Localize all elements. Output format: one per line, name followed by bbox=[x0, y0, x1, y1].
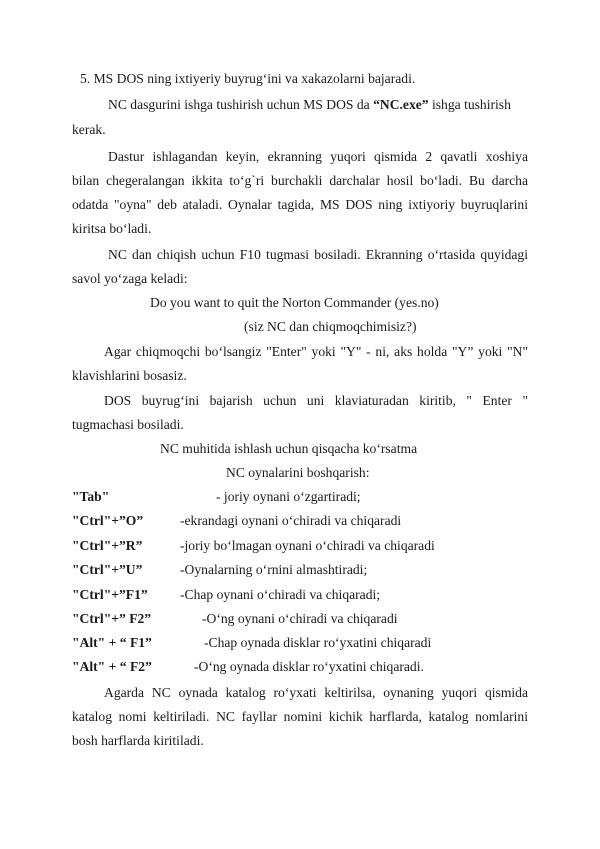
paragraph-line: savol yo‘zaga keladi: bbox=[72, 271, 188, 286]
paragraph-line: Agarda NC oynada katalog ro‘yxati keltirilsa, oynaning yuqori qismida bbox=[104, 685, 528, 700]
paragraph-nc-start bbox=[108, 96, 511, 114]
shortcut-desc: -Chap oynani o‘chiradi va chiqaradi; bbox=[180, 587, 381, 602]
quote-line: Do you want to quit the Norton Commander (yes.no) bbox=[150, 295, 439, 310]
paragraph-line: odatda "oyna" deb ataladi. Oynalar tagida, MS DOS ning ixtiyoriy buyruqlarini bbox=[72, 197, 528, 212]
paragraph-line: Agar chiqmoqchi bo‘lsangiz "Enter" yoki "Y" - ni, aks holda "Y” yoki "N" bbox=[104, 344, 528, 359]
quote-translation: (siz NC dan chiqmoqchimisiz?) bbox=[244, 319, 417, 334]
shortcut-desc: -ekrandagi oynani o‘chiradi va chiqaradi bbox=[180, 513, 402, 528]
shortcut-key: "Ctrl"+”U” bbox=[72, 562, 143, 577]
shortcut-desc: -O‘ng oynada disklar ro‘yxatini chiqaradi. bbox=[194, 659, 424, 674]
shortcut-key: "Ctrl"+”F1” bbox=[72, 587, 148, 602]
shortcut-desc: -Oynalarning o‘rnini almashtiradi; bbox=[180, 562, 368, 577]
text-segment: NC dasgurini ishga tushirish uchun MS DOS da bbox=[108, 97, 374, 112]
paragraph-item-5: 5. MS DOS ning ixtiyeriy buyrug‘ini va xakazolarni bajaradi. bbox=[80, 71, 416, 86]
paragraph-line: Dastur ishlagandan keyin, ekranning yuqori qismida 2 qavatli xoshiya bbox=[108, 149, 528, 164]
paragraph-line: bilan chegeralangan ikkita to‘g`ri burchakli darchalar hosil bo‘ladi. Bu darcha bbox=[72, 173, 528, 188]
bold-command: “NC.exe” bbox=[373, 97, 429, 112]
shortcut-desc: -Chap oynada disklar ro‘yxatini chiqaradi bbox=[204, 635, 432, 650]
text-segment: ishga tushirish bbox=[428, 97, 511, 112]
paragraph-line: DOS buyrug‘ini bajarish uchun uni klaviaturadan kiritib, " Enter " bbox=[104, 393, 528, 408]
paragraph-line: klavishlarini bosasiz. bbox=[72, 368, 187, 383]
paragraph-line: tugmachasi bosiladi. bbox=[72, 417, 184, 432]
shortcut-key: "Ctrl"+”O” bbox=[72, 513, 144, 528]
shortcut-key: "Tab" bbox=[72, 489, 110, 504]
paragraph-line: katalog nomi keltiriladi. NC fayllar nomini kichik harflarda, katalog nomlarini bbox=[72, 709, 528, 724]
shortcut-key: "Ctrl"+” F2” bbox=[72, 611, 152, 626]
shortcut-desc: -O‘ng oynani o‘chiradi va chiqaradi bbox=[202, 611, 398, 626]
section-heading: NC muhitida ishlash uchun qisqacha ko‘rsatma bbox=[160, 441, 418, 456]
shortcut-key: "Ctrl"+”R” bbox=[72, 538, 143, 553]
shortcut-key: "Alt" + “ F2” bbox=[72, 659, 152, 674]
paragraph-line: NC dan chiqish uchun F10 tugmasi bosiladi. Ekranning o‘rtasida quyidagi bbox=[108, 247, 528, 262]
shortcut-desc: -joriy bo‘lmagan oynani o‘chiradi va chiqaradi bbox=[180, 538, 435, 553]
section-subheading: NC oynalarini boshqarish: bbox=[226, 465, 370, 480]
paragraph-line: bosh harflarda kiritiladi. bbox=[72, 733, 204, 748]
paragraph-line: kiritsa bo‘ladi. bbox=[72, 221, 152, 236]
shortcut-key: "Alt" + “ F1” bbox=[72, 635, 152, 650]
shortcut-desc: - joriy oynani o‘zgartiradi; bbox=[216, 489, 361, 504]
paragraph-nc-start-cont: kerak. bbox=[72, 122, 106, 137]
